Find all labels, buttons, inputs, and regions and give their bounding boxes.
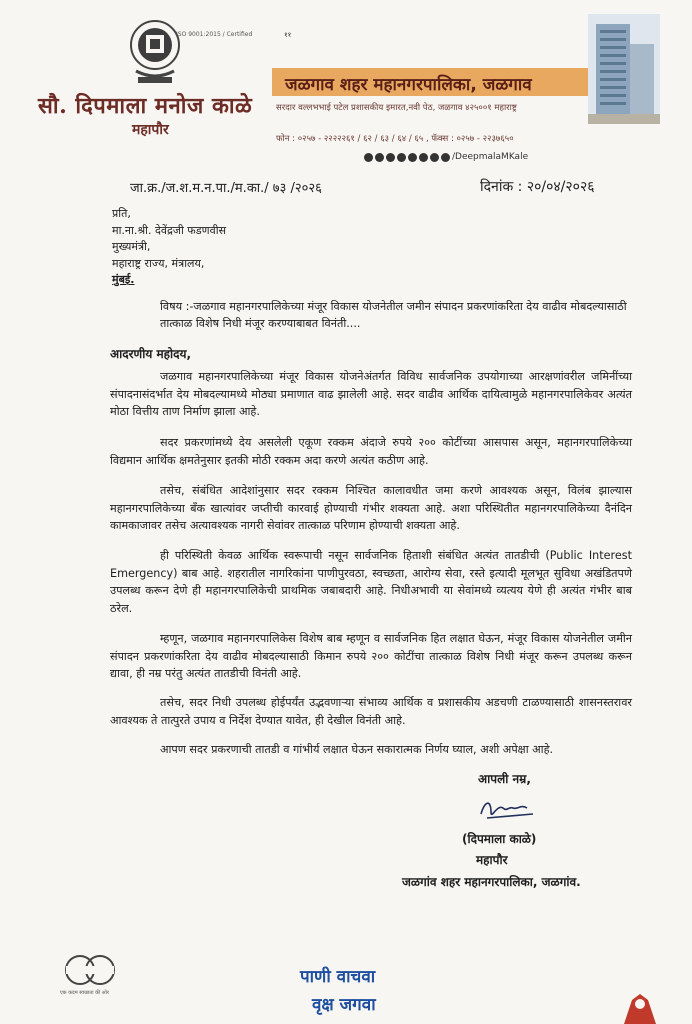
- salutation: आदरणीय महोदय,: [110, 347, 192, 361]
- social-handles: [364, 152, 528, 162]
- body-paragraph: जळगाव महानगरपालिकेच्या मंजूर विकास योजनेअंतर्गत विविध सार्वजनिक उपयोगाच्या आरक्षणांवरील जमिनींच्या संपादनासंदर्भात देय मोबदल्यामध्ये मोठ्या प्रमाणात वाढ झालेली आहे. सदर वाढीव आर्थिक दायित्वामुळे महानगरपालिकेवर अत्यंत मोठा वित्तीय ताण निर्माण झाला आहे.: [110, 370, 632, 418]
- signatory-title: महापौर: [476, 853, 508, 867]
- signature: [477, 794, 537, 826]
- body-paragraph: तसेच, संबंधित आदेशांनुसार सदर रक्कम निश्चित कालावधीत जमा करणे आवश्यक असून, विलंब झाल्यास महानगरपालिकेच्या बँक खात्यांवर जप्तीची कारवाई होण्याची गंभीर शक्यता आहे. अशा परिस्थितीत महानगरपालिकेच्या दैनंदिन कामकाजावर तसेच अत्यावश्यक नागरी सेवांवर तात्काळ परिणाम होण्याची शक्यता आहे.: [110, 484, 632, 532]
- swachh-caption: एक कदम स्वच्छता की ओर: [60, 990, 109, 996]
- twitter-icon: [364, 153, 373, 162]
- threads-icon: [441, 153, 450, 162]
- corner-campaign-logo: [618, 990, 662, 1024]
- building-photo: [588, 14, 660, 124]
- recipient-line: मुख्यमंत्री,: [112, 240, 151, 254]
- mayor-title: महापौर: [132, 122, 169, 138]
- swachh-bharat-logo: [60, 952, 120, 992]
- facebook-icon: [375, 153, 384, 162]
- recipient-address: [112, 206, 226, 289]
- telegram-icon: [419, 153, 428, 162]
- save-water-slogan: पाणी वाचवा: [300, 967, 376, 987]
- social-handle-text: /DeepmalaMKale: [452, 152, 529, 162]
- signatory-name: (दिपमाला काळे): [462, 832, 537, 846]
- body-paragraph: सदर प्रकरणांमध्ये देय असलेली एकूण रक्कम अंदाजे रुपये २०० कोटींच्या आसपास असून, महानगरपालिकेच्या विद्यमान आर्थिक क्षमतेनुसार इतकी मोठी रक्कम अदा करणे अत्यंत कठीण आहे.: [110, 436, 632, 467]
- reference-number: जा.क्र./ज.श.म.न.पा./म.का./ ७३ /२०२६: [130, 181, 322, 196]
- recipient-line: मा.ना.श्री. देवेंद्रजी फडणवीस: [112, 223, 227, 237]
- mayor-name: सौ. दिपमाला मनोज काळे: [38, 93, 253, 119]
- body-paragraph: तसेच, सदर निधी उपलब्ध होईपर्यंत उद्भवणाऱ्या संभाव्य आर्थिक व प्रशासकीय अडचणी टाळण्यासाठी शासनस्तरावर आवश्यक ते तात्पुरते उपाय व निर्देश देण्यात यावेत, ही देखील विनंती आहे.: [110, 696, 632, 727]
- instagram-icon: [386, 153, 395, 162]
- body-paragraph: ही परिस्थिती केवळ आर्थिक स्वरूपाची नसून सार्वजनिक हिताशी संबंधित अत्यंत तातडीची (Public Interest Emergency) बाब आहे. शहरातील नागरिकांना पाणीपुरवठा, स्वच्छता, आरोग्य सेवा, रस्ते इत्यादी मूलभूत सुविधा अखंडितपणे उपलब्ध करून देणे ही महानगरपालिकेची प्राथमिक जबाबदारी आहे. निधीअभावी या सेवांमध्ये व्यत्यय येणे ही अत्यंत गंभीर बाब ठरेल.: [110, 549, 632, 615]
- corporation-name: जळगाव शहर महानगरपालिका, जळगाव: [285, 75, 532, 95]
- recipient-line: महाराष्ट्र राज्य, मंत्रालय,: [112, 256, 205, 270]
- closing-phrase: आपली नम्र,: [478, 772, 531, 786]
- corporation-phone: फोन : ०२५७ - २२२२२६१ / ६२ / ६३ / ६४ / ६५ , फॅक्स : ०२५७ - २२३७६५०: [276, 134, 514, 144]
- body-paragraph: आपण सदर प्रकरणाची तातडी व गांभीर्य लक्षात घेऊन सकारात्मक निर्णय घ्याल, अशी अपेक्षा आहे.: [160, 743, 554, 756]
- linkedin-icon: [408, 153, 417, 162]
- page-mark: ११: [284, 31, 292, 39]
- letter-subject: विषय :-जळगाव महानगरपालिकेच्या मंजूर विकास योजनेतील जमीन संपादन प्रकरणांकरिता देय वाढीव मोबदल्यासाठी तात्काळ विशेष निधी मंजूर करण्याबाबत विनंती....: [160, 300, 627, 330]
- whatsapp-icon: [430, 153, 439, 162]
- corporation-address: सरदार वल्लभभाई पटेल प्रशासकीय इमारत,नवी पेठ, जळगाव ४२५००१ महाराष्ट्र: [276, 103, 517, 113]
- certification-note: ISO 9001:2015 / Certified: [176, 31, 253, 38]
- youtube-icon: [397, 153, 406, 162]
- signatory-organization: जळगांव शहर महानगरपालिका, जळगांव.: [402, 875, 581, 889]
- recipient-line: प्रति,: [112, 207, 131, 220]
- corporation-emblem: [126, 15, 184, 91]
- recipient-city: मुंबई.: [112, 273, 135, 287]
- letter-date: दिनांक : २०/०४/२०२६: [480, 179, 595, 195]
- body-paragraph: म्हणून, जळगाव महानगरपालिकेस विशेष बाब म्हणून व सार्वजनिक हित लक्षात घेऊन, मंजूर विकास योजनेतील जमीन संपादन प्रकरणांकरिता देय वाढीव मोबदल्यासाठी किमान रुपये २०० कोटींचा तात्काळ विशेष निधी मंजूर करून उपलब्ध करून द्यावा, ही नम्र परंतु अत्यंत तातडीची विनंती आहे.: [110, 632, 632, 680]
- save-trees-slogan: वृक्ष जगवा: [312, 995, 376, 1015]
